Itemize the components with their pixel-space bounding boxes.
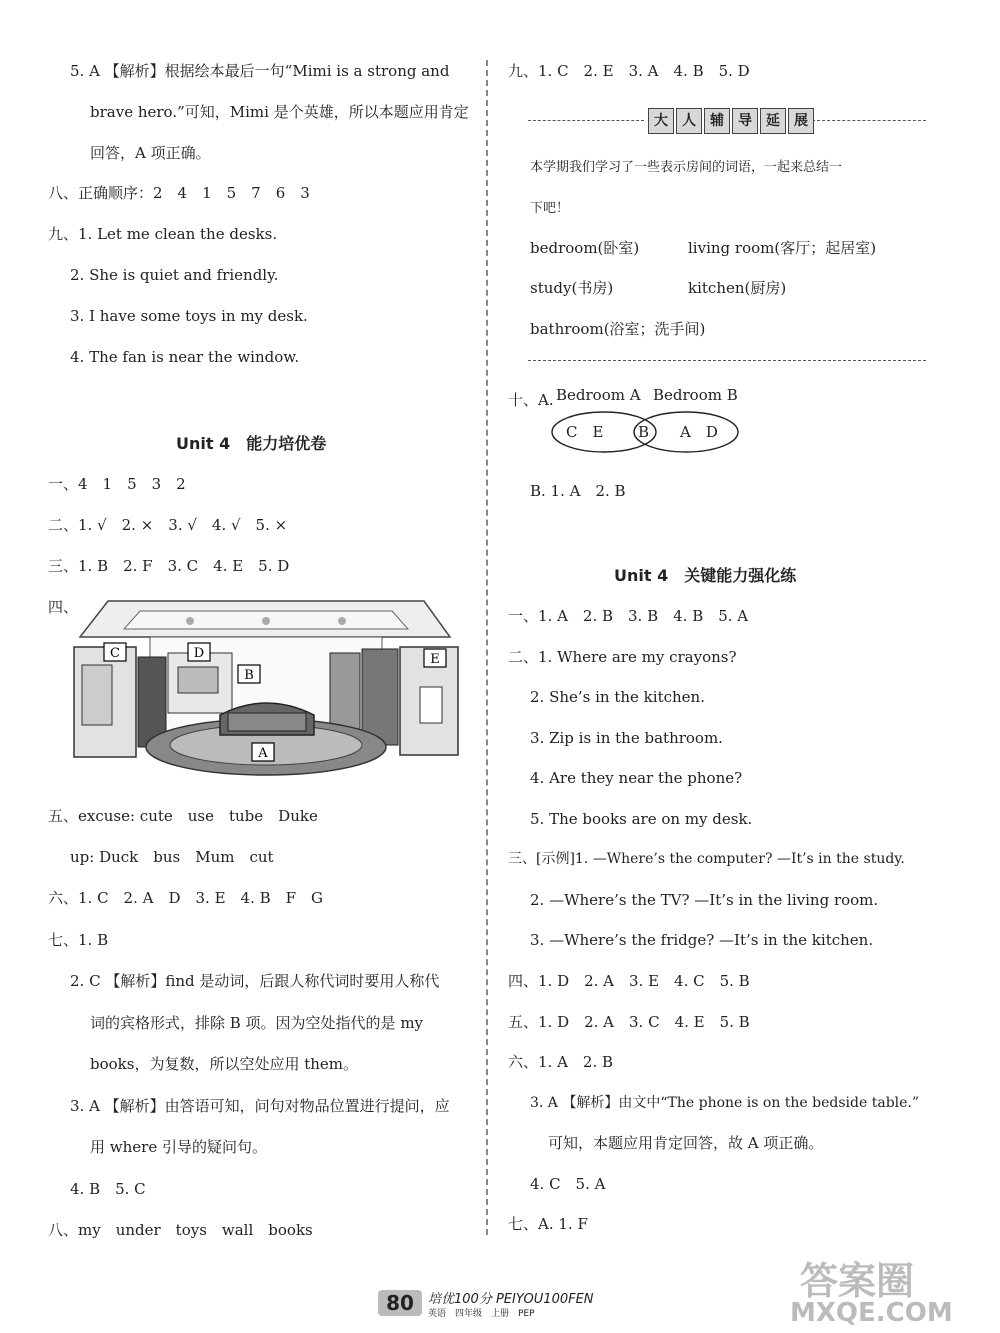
text-line: brave hero.”可知，Mimi 是个英雄，所以本题应用肯定: [90, 103, 469, 121]
banner-char: 导: [732, 108, 758, 134]
banner-char: 延: [760, 108, 786, 134]
text-line: 八、正确顺序：2 4 1 5 7 6 3: [48, 184, 310, 202]
banner-char: 人: [676, 108, 702, 134]
text-line: 3. Zip is in the bathroom.: [530, 729, 723, 747]
pic-label-e: E: [430, 652, 440, 667]
vocab-item: kitchen(厨房): [688, 279, 787, 297]
pic-label-c: C: [110, 646, 120, 661]
text-line: 本学期我们学习了一些表示房间的词语，一起来总结一: [530, 160, 843, 175]
text-line: 4. Are they near the phone?: [530, 769, 743, 787]
pic-label-d: D: [193, 646, 205, 661]
text-line: 3. I have some toys in my desk.: [70, 307, 308, 325]
watermark-url: MXQE.COM: [790, 1298, 953, 1328]
venn-mid: B: [638, 423, 650, 441]
text-line: 5. A 【解析】根据绘本最后一句“Mimi is a strong and: [70, 62, 450, 80]
text-line: 4. B 5. C: [70, 1180, 146, 1198]
page-footer: [372, 1286, 612, 1322]
text-line: 4. C 5. A: [530, 1175, 606, 1193]
vocab-item: living room(客厅；起居室): [688, 239, 877, 257]
text-line: 五、1. D 2. A 3. C 4. E 5. B: [508, 1013, 750, 1031]
text-line: 2. —Where’s the TV? —It’s in the living room.: [530, 891, 879, 909]
text-line: 七、A. 1. F: [508, 1215, 588, 1233]
vocab-item: bathroom(浴室；洗手间): [530, 320, 706, 338]
banner-title: [648, 108, 814, 134]
venn-left: C E: [566, 423, 604, 441]
watermark: [780, 1250, 980, 1330]
page-number: 80: [378, 1290, 422, 1316]
text-line: 3. —Where’s the fridge? —It’s in the kitchen.: [530, 931, 874, 949]
room-illustration: [70, 595, 462, 781]
text-line: 3. A 【解析】由文中“The phone is on the bedside table.”: [530, 1095, 920, 1111]
text-line: 九、1. C 2. E 3. A 4. B 5. D: [508, 62, 750, 80]
banner-rule: [528, 120, 644, 121]
text-line: 六、1. C 2. A D 3. E 4. B F G: [48, 889, 324, 907]
text-line: 用 where 引导的疑问句。: [90, 1138, 267, 1156]
pic-label-a: A: [258, 746, 268, 761]
text-line: 词的宾格形式，排除 B 项。因为空处指代的是 my: [90, 1014, 424, 1032]
text-line: 2. C 【解析】find 是动词，后跟人称代词时要用人称代: [70, 972, 440, 990]
text-line: 一、4 1 5 3 2: [48, 475, 186, 493]
text-line: 七、1. B: [48, 931, 109, 949]
text-line: 一、1. A 2. B 3. B 4. B 5. A: [508, 607, 749, 625]
text-line: 二、1. Where are my crayons?: [508, 648, 737, 666]
text-line: B. 1. A 2. B: [530, 482, 626, 500]
text-line: 五、excuse: cute use tube Duke: [48, 807, 318, 825]
book-info: 英语 四年级 上册 PEP: [428, 1309, 535, 1319]
text-line: 四、: [48, 598, 79, 616]
venn-right: A D: [680, 423, 718, 441]
text-line: 下吧！: [530, 201, 570, 216]
banner-char: 大: [648, 108, 674, 134]
text-line: 九、1. Let me clean the desks.: [48, 225, 278, 243]
text-line: 4. The fan is near the window.: [70, 348, 300, 366]
box-rule: [528, 360, 926, 361]
section-title: Unit 4 能力培优卷: [176, 434, 327, 453]
venn-label-a: Bedroom A: [556, 386, 641, 404]
text-line: 2. She’s in the kitchen.: [530, 688, 705, 706]
vocab-item: bedroom(卧室): [530, 239, 640, 257]
banner-char: 展: [788, 108, 814, 134]
text-line: 3. A 【解析】由答语可知，问句对物品位置进行提问，应: [70, 1097, 450, 1115]
venn-label-b: Bedroom B: [653, 386, 738, 404]
text-line: 四、1. D 2. A 3. E 4. C 5. B: [508, 972, 750, 990]
watermark-text: 答案圈: [800, 1259, 915, 1303]
text-line: 三、1. B 2. F 3. C 4. E 5. D: [48, 557, 290, 575]
vocab-item: study(书房): [530, 279, 614, 297]
text-line: 八、my under toys wall books: [48, 1221, 313, 1239]
text-line: 六、1. A 2. B: [508, 1053, 614, 1071]
text-line: 十、A.: [508, 391, 554, 409]
section-title: Unit 4 关键能力强化练: [614, 566, 797, 585]
banner-char: 辅: [704, 108, 730, 134]
text-line: 三、[示例]1. —Where’s the computer? —It’s in the study.: [508, 851, 905, 867]
brand-name: 培优100分 PEIYOU100FEN: [428, 1292, 594, 1307]
banner-rule: [812, 120, 926, 121]
pic-label-b: B: [244, 668, 254, 683]
text-line: books，为复数，所以空处应用 them。: [90, 1055, 359, 1073]
text-line: 回答，A 项正确。: [90, 144, 211, 162]
text-line: 5. The books are on my desk.: [530, 810, 753, 828]
text-line: 可知，本题应用肯定回答，故 A 项正确。: [548, 1134, 824, 1152]
column-divider: [486, 60, 488, 1235]
text-line: 2. She is quiet and friendly.: [70, 266, 279, 284]
text-line: up: Duck bus Mum cut: [70, 848, 274, 866]
text-line: 二、1. √ 2. × 3. √ 4. √ 5. ×: [48, 516, 288, 534]
